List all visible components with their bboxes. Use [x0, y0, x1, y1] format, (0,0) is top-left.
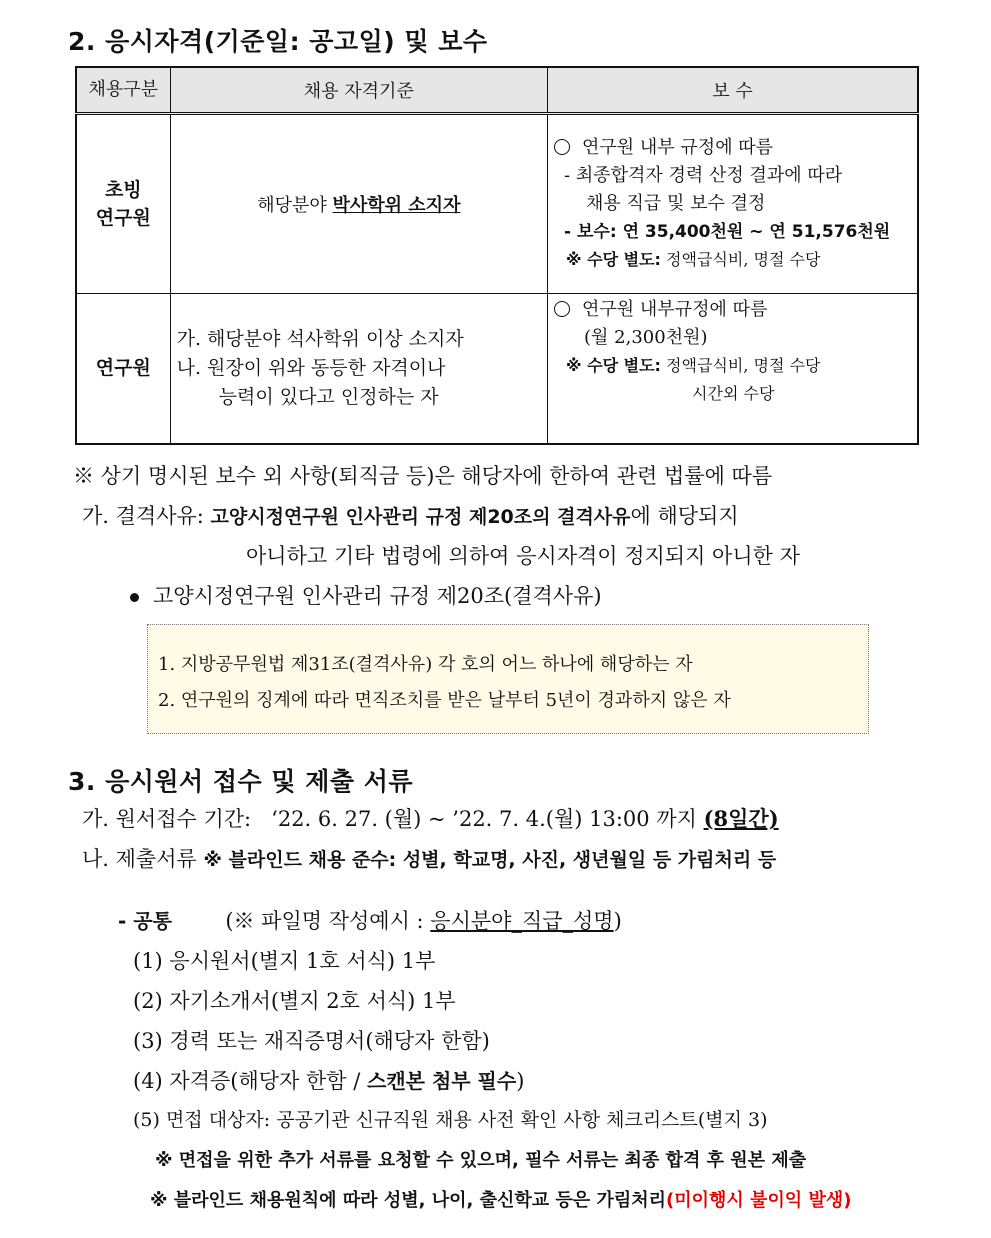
circle-icon [554, 139, 570, 155]
row1-criteria: 해당분야 박사학위 소지자 [170, 114, 547, 294]
header-criteria: 채용 자격기준 [170, 67, 547, 114]
section2-title: 2. 응시자격(기준일: 공고일) 및 보수 [68, 27, 488, 56]
penalty-warning: (미이행시 불이익 발생) [666, 1190, 852, 1211]
doc-item-1: (1) 응시원서(별지 1호 서식) 1부 [133, 949, 436, 973]
circle-icon [554, 301, 570, 317]
row1-category: 초빙 연구원 [76, 114, 170, 294]
row2-category: 연구원 [76, 294, 170, 444]
box-item: 2. 연구원의 징계에 따라 면직조치를 받은 날부터 5년이 경과하지 않은 자 [158, 690, 731, 711]
application-period: 가. 원서접수 기간: ‘22. 6. 27. (월) ~ ’22. 7. 4.(월) 13:00 까지 (8일간) [82, 806, 779, 831]
row1-pay: 연구원 내부 규정에 따름 - 최종합격자 경력 산정 결과에 따라 채용 직급 및 보수 결정 - 보수: 연 35,400천원 ~ 연 51,576천원 ※ 수당 별도: 정액급식비, 명절 수당 [548, 114, 918, 294]
doc-item-5: (5) 면접 대상자: 공공기관 신규직원 채용 사전 확인 사항 체크리스트(별지 3) [133, 1109, 768, 1131]
section3-title: 3. 응시원서 접수 및 제출 서류 [68, 767, 414, 796]
qualification-table [75, 66, 919, 445]
row2-criteria: 가. 해당분야 석사학위 이상 소지자 나. 원장이 위와 동등한 자격이나 능력이 있다고 인정하는 자 [170, 294, 547, 444]
row1-criteria-bold: 박사학위 소지자 [332, 195, 461, 216]
pay-note: ※ 상기 명시된 보수 외 사항(퇴직금 등)은 해당자에 한하여 관련 법률에 따름 [73, 464, 773, 488]
disqualification-line1: 가. 결격사유: 고양시정연구원 인사관리 규정 제20조의 결격사유에 해당되지 [82, 504, 739, 528]
doc-item-3: (3) 경력 또는 재직증명서(해당자 한함) [133, 1029, 490, 1053]
doc-item-4: (4) 자격증(해당자 한함 / 스캔본 첨부 필수) [133, 1069, 525, 1093]
note-additional-docs: ※ 면접을 위한 추가 서류를 요청할 수 있으며, 필수 서류는 최종 합격 후 원본 제출 [155, 1150, 807, 1171]
header-category: 채용구분 [76, 67, 170, 114]
doc-item-2: (2) 자기소개서(별지 2호 서식) 1부 [133, 989, 456, 1013]
disqualification-bullet: 고양시정연구원 인사관리 규정 제20조(결격사유) [130, 580, 602, 610]
disqualification-line2: 아니하고 기타 법령에 의하여 응시자격이 정지되지 아니한 자 [246, 544, 800, 568]
note-blind-hiring: ※ 블라인드 채용원칙에 따라 성별, 나이, 출신학교 등은 가림처리(미이행시 불이익 발생) [150, 1190, 852, 1211]
row2-pay: 연구원 내부규정에 따름 (월 2,300천원) ※ 수당 별도: 정액급식비, 명절 수당 시간외 수당 [548, 294, 918, 444]
common-line: - 공통 (※ 파일명 작성예시 : 응시분야_직급_성명) [118, 909, 622, 933]
header-pay: 보 수 [548, 67, 918, 114]
disqualification-box [147, 624, 869, 734]
box-item: 1. 지방공무원법 제31조(결격사유) 각 호의 어느 하나에 해당하는 자 [158, 654, 693, 675]
documents-line: 나. 제출서류 ※ 블라인드 채용 준수: 성별, 학교명, 사진, 생년월일 등 가림처리 등 [82, 847, 777, 871]
bullet-icon [130, 593, 139, 602]
